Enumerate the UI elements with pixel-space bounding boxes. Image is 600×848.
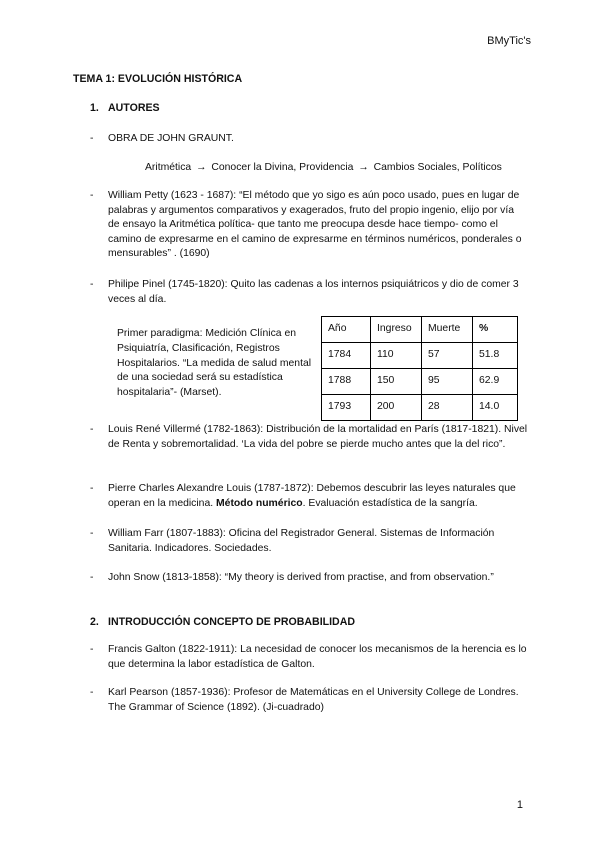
bullet-farr: William Farr (1807-1883): Oficina del Registrador General. Sistemas de Información Sanitaria. Indicadores. Sociedades. [108, 528, 495, 554]
bullet-louis [108, 482, 528, 511]
table-header-row [322, 317, 518, 343]
section-heading-probabilidad [90, 615, 355, 630]
bullet-marker: - [90, 644, 94, 655]
table-cell: 14.0 [473, 395, 518, 421]
table-cell: 95 [422, 369, 473, 395]
table-row [322, 395, 518, 421]
bullet-marker: - [90, 279, 94, 290]
formula-term: Aritmética [145, 162, 192, 173]
bullet-marker: - [90, 687, 94, 698]
table-cell: 1784 [322, 343, 371, 369]
louis-bold-term: Método numérico [216, 497, 303, 509]
bullet-marker: - [90, 424, 94, 435]
bullet-marker: - [90, 528, 94, 539]
bullet-villerme: Louis René Villermé (1782-1863): Distribución de la mortalidad en París (1817-1821). Nivel de Renta y sobremortalidad. ‘La vida del pobre se pierde mucho antes que la del rico”. [108, 424, 528, 450]
section-title: AUTORES [108, 102, 160, 114]
bullet-snow: John Snow (1813-1858): “My theory is derived from practise, and from observation.” [108, 572, 494, 583]
section-heading-autores [90, 101, 160, 116]
table-cell: 51.8 [473, 343, 518, 369]
bullet-pearson: Karl Pearson (1857-1936): Profesor de Matemáticas en el University College de Londres. The Grammar of Science (1892). (Ji-cuadrado) [108, 687, 519, 713]
document-title: TEMA 1: EVOLUCIÓN HISTÓRICA [73, 73, 243, 85]
table-cell: 28 [422, 395, 473, 421]
pinel-data-table [321, 316, 518, 421]
paradigm-note: Primer paradigma: Medición Clínica en Psiquiatría, Clasificación, Registros Hospitalarios. “La medida de salud mental de una sociedad será su estadística hospitalaria”- (Marset). [117, 328, 312, 399]
formula-term: Conocer la Divina, Providencia [211, 162, 354, 173]
table-cell: 110 [371, 343, 422, 369]
table-cell: 57 [422, 343, 473, 369]
header-brand: BMyTic's [487, 35, 531, 47]
section-title: INTRODUCCIÓN CONCEPTO DE PROBABILIDAD [108, 616, 355, 628]
table-row [322, 369, 518, 395]
bullet-marker: - [90, 572, 94, 583]
table-header-cell: % [473, 317, 518, 343]
table-cell: 150 [371, 369, 422, 395]
table-cell: 200 [371, 395, 422, 421]
table-header-cell: Año [322, 317, 371, 343]
bullet-pinel: Philipe Pinel (1745-1820): Quito las cadenas a los internos psiquiátricos y dio de comer 3 veces al día. [108, 279, 519, 305]
louis-text-end: . Evaluación estadística de la sangría. [302, 497, 478, 509]
table-header-cell: Ingreso [371, 317, 422, 343]
section-number: 1. [90, 102, 99, 114]
table-cell: 62.9 [473, 369, 518, 395]
louis-text: Pierre Charles Alexandre Louis (1787-1872): Debemos descubrir las leyes naturales que operan en la medicina. [108, 483, 516, 509]
page-number: 1 [516, 799, 523, 811]
bullet-graunt: OBRA DE JOHN GRAUNT. [108, 133, 234, 144]
bullet-marker: - [90, 190, 94, 201]
section-number: 2. [90, 616, 99, 628]
arrow-right-icon: → [196, 162, 207, 173]
formula-term: Cambios Sociales, Políticos [373, 162, 502, 173]
bullet-petty: William Petty (1623 - 1687): “El método que yo sigo es aún poco usado, pues en lugar de palabras y argumentos comparativos y exagerados, fruto del propio ingenio, elijo por vía de ensayo la Aritmética política- que tanto me preocupa desde hace tiempo- como el camino de expresarme en el camino de expresarme en términos numéricos, ponderales o mensurables” . (1690) [108, 190, 522, 260]
table-row [322, 343, 518, 369]
table-cell: 1788 [322, 369, 371, 395]
table-cell: 1793 [322, 395, 371, 421]
bullet-galton: Francis Galton (1822-1911): La necesidad de conocer los mecanismos de la herencia es lo que determina la labor estadística de Galton. [108, 644, 527, 670]
bullet-marker: - [90, 483, 94, 494]
arrow-right-icon: → [358, 162, 369, 173]
graunt-formula [145, 161, 502, 176]
bullet-marker: - [90, 133, 94, 144]
table-header-cell: Muerte [422, 317, 473, 343]
